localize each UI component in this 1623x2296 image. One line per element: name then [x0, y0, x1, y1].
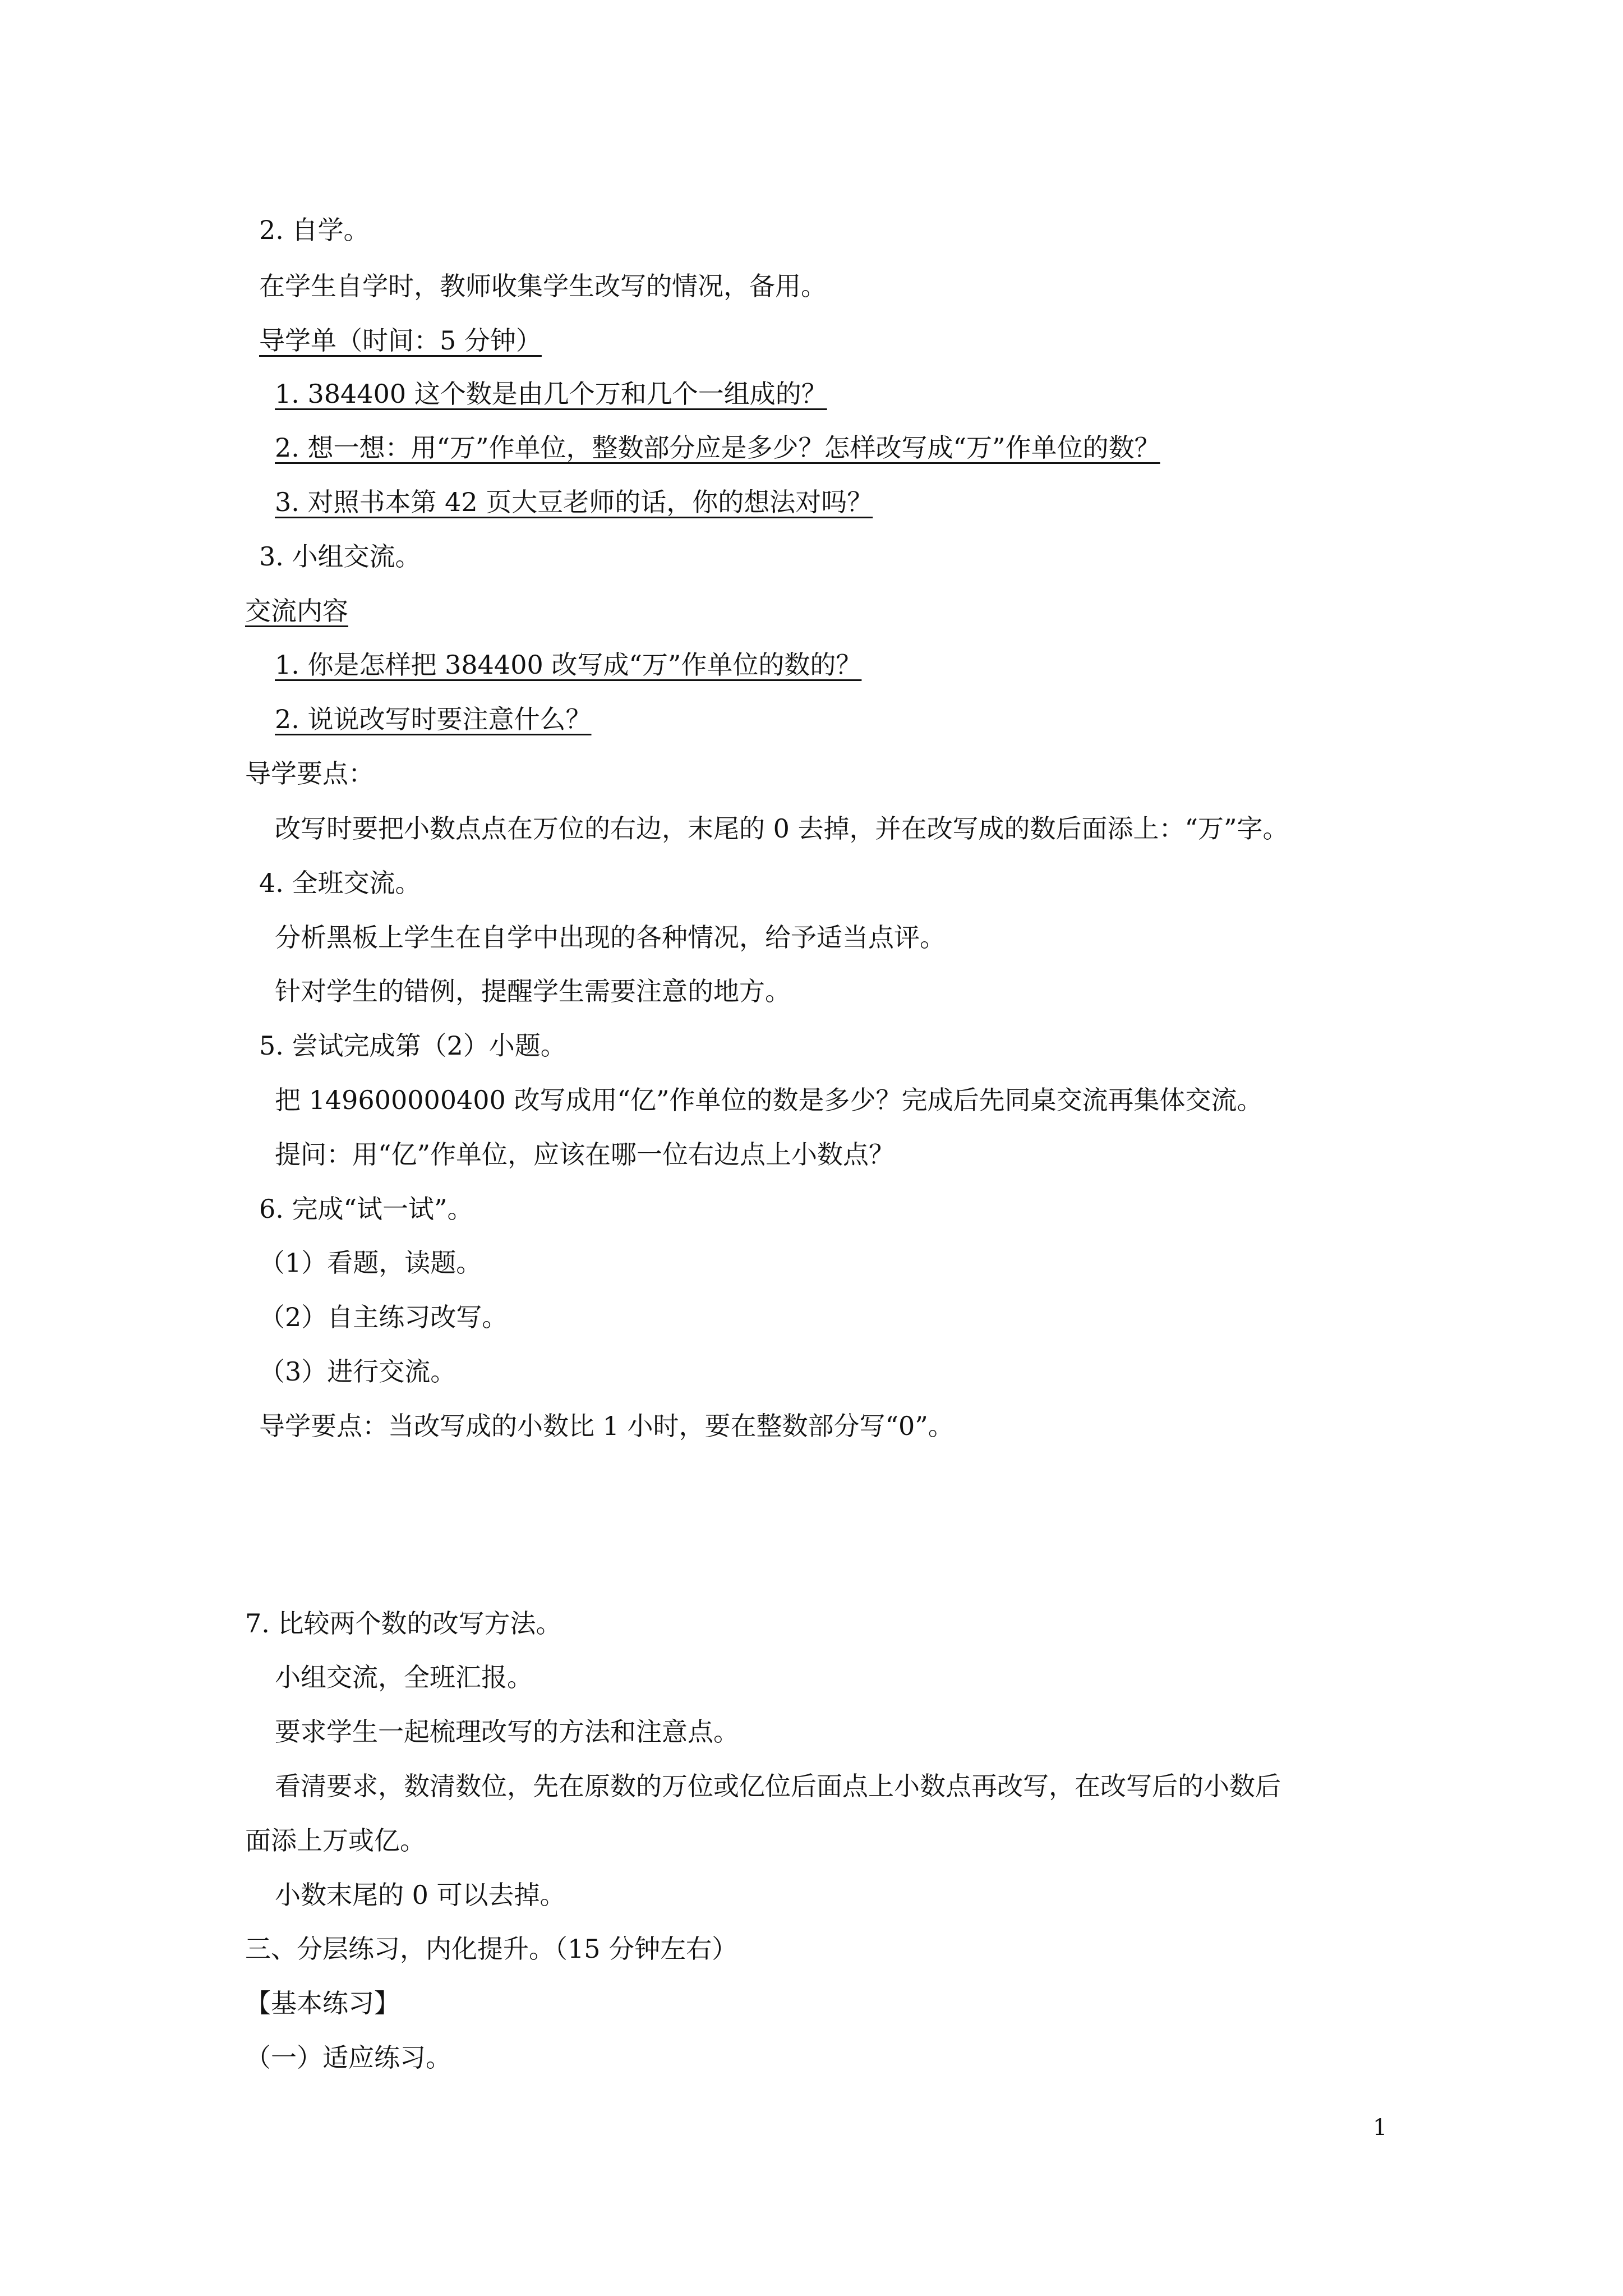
section-3-heading: 三、分层练习，内化提升。（15 分钟左右）	[245, 1934, 738, 1964]
text-line: 分析黑板上学生在自学中出现的各种情况，给予适当点评。	[275, 922, 946, 953]
text-line: 把 149600000400 改写成用“亿”作单位的数是多少？完成后先同桌交流再集体交流。	[275, 1085, 1263, 1115]
basic-practice-heading: 【基本练习】	[245, 1988, 400, 2018]
key-points-heading: 导学要点：	[245, 758, 374, 789]
adaptive-practice-heading: （一）适应练习。	[245, 2042, 451, 2073]
exchange-question-1: 1. 你是怎样把 384400 改写成“万”作单位的数的？	[275, 650, 862, 680]
exchange-content-heading: 交流内容	[245, 596, 348, 626]
text-line: 针对学生的错例，提醒学生需要注意的地方。	[275, 976, 791, 1006]
text-line: 看清要求，数清数位，先在原数的万位或亿位后面点上小数点再改写，在改写后的小数后	[275, 1771, 1281, 1801]
step-5-heading: 5. 尝试完成第（2）小题。	[259, 1030, 566, 1061]
step-7-heading: 7. 比较两个数的改写方法。	[245, 1608, 562, 1639]
guide-question-1: 1. 384400 这个数是由几个万和几个一组成的？	[275, 379, 827, 409]
text-line: 要求学生一起梳理改写的方法和注意点。	[275, 1717, 739, 1747]
text-line: 提问：用“亿”作单位，应该在哪一位右边点上小数点？	[275, 1139, 895, 1170]
text-line: （3）进行交流。	[259, 1356, 457, 1387]
step-6-heading: 6. 完成“试一试”。	[259, 1194, 473, 1224]
text-line: 在学生自学时，教师收集学生改写的情况，备用。	[259, 271, 827, 301]
page-number: 1	[1373, 2115, 1387, 2141]
step-4-heading: 4. 全班交流。	[259, 868, 421, 898]
text-line: 面添上万或亿。	[245, 1825, 426, 1856]
step-2-heading: 2. 自学。	[259, 215, 370, 245]
key-points-line: 导学要点：当改写成的小数比 1 小时，要在整数部分写“0”。	[259, 1411, 954, 1441]
text-line: 小组交流，全班汇报。	[275, 1662, 533, 1692]
guide-question-3: 3. 对照书本第 42 页大豆老师的话，你的想法对吗？	[275, 487, 873, 517]
text-line: （2）自主练习改写。	[259, 1302, 508, 1332]
guide-sheet-heading: 导学单（时间：5 分钟）	[259, 325, 542, 356]
guide-question-2: 2. 想一想：用“万”作单位，整数部分应是多少？怎样改写成“万”作单位的数？	[275, 432, 1160, 463]
step-3-heading: 3. 小组交流。	[259, 541, 421, 572]
text-line: 小数末尾的 0 可以去掉。	[275, 1880, 566, 1910]
exchange-question-2: 2. 说说改写时要注意什么？	[275, 704, 592, 734]
text-line: （1）看题，读题。	[259, 1248, 482, 1278]
text-line: 改写时要把小数点点在万位的右边，末尾的 0 去掉，并在改写成的数后面添上：“万”字。	[275, 813, 1289, 844]
